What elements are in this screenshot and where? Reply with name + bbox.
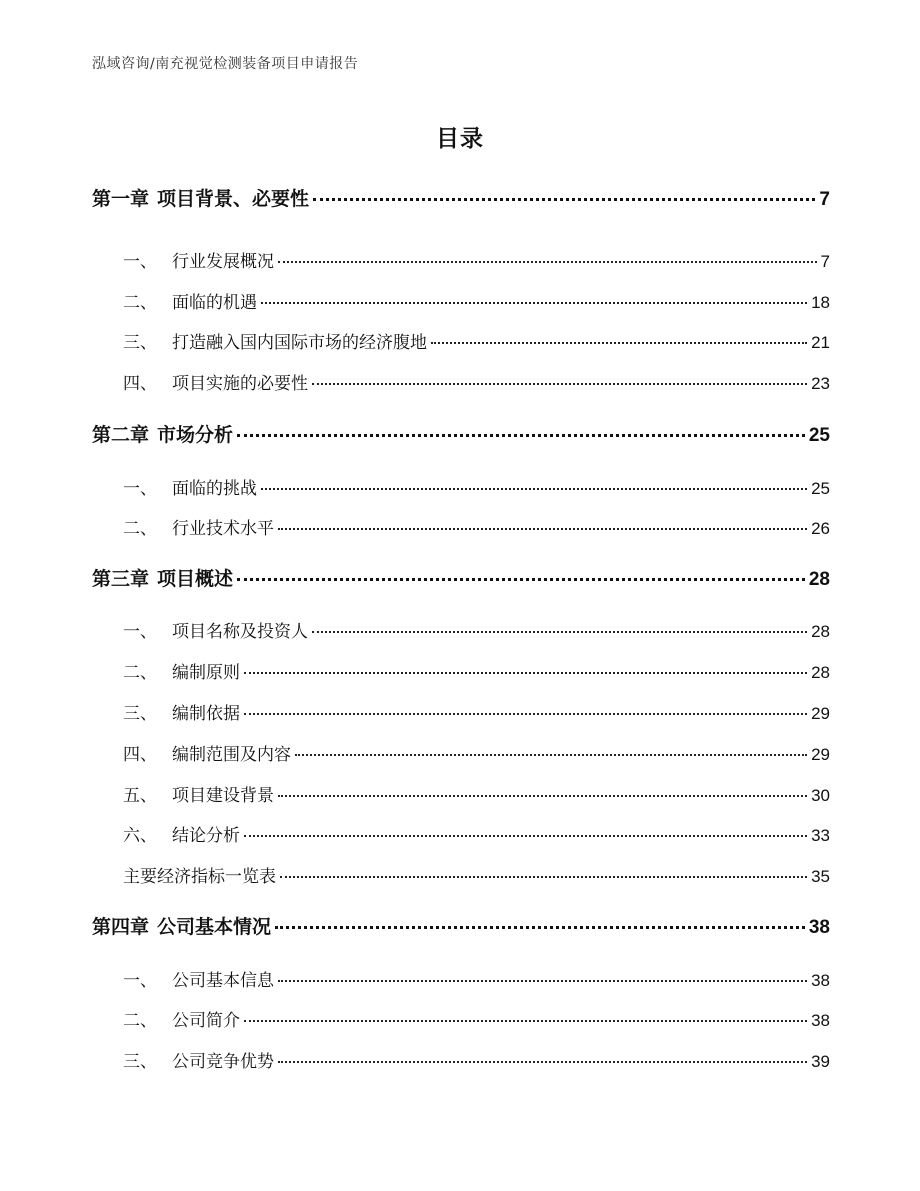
- section-number: 三、: [123, 333, 157, 353]
- dot-leader: [261, 302, 807, 304]
- section-title: 项目名称及投资人: [172, 622, 308, 642]
- chapter-number: 第四章: [92, 916, 150, 938]
- chapter-title: 项目背景、必要性: [157, 188, 310, 210]
- section-title: 面临的机遇: [172, 293, 257, 313]
- section-number: 二、: [123, 519, 157, 539]
- toc-section-1-1[interactable]: [92, 247, 830, 272]
- section-number: 一、: [123, 252, 157, 272]
- toc-section-3-1[interactable]: [92, 617, 830, 642]
- dot-leader: [278, 1061, 807, 1063]
- page-number: 18: [811, 293, 830, 312]
- toc-section-2-1[interactable]: [92, 474, 830, 499]
- section-title: 行业技术水平: [172, 519, 274, 539]
- toc-section-4-1[interactable]: [92, 966, 830, 991]
- page-number: 38: [811, 1011, 830, 1030]
- dot-leader: [312, 383, 807, 385]
- dot-leader: [261, 488, 807, 490]
- chapter-number: 第二章: [92, 424, 150, 446]
- page-number: 28: [808, 569, 830, 590]
- section-title: 编制范围及内容: [172, 745, 291, 765]
- toc-section-1-3[interactable]: [92, 328, 830, 353]
- page-number: 38: [811, 971, 830, 990]
- page-number: 23: [811, 374, 830, 393]
- dot-leader: [244, 835, 807, 837]
- toc-chapter-4[interactable]: [92, 912, 830, 939]
- dot-leader: [313, 198, 815, 201]
- page-number: 29: [811, 704, 830, 723]
- dot-leader: [295, 754, 807, 756]
- toc-section-4-3[interactable]: [92, 1047, 830, 1072]
- section-number: 三、: [123, 704, 157, 724]
- toc-chapter-2[interactable]: [92, 420, 830, 447]
- toc-section-2-2[interactable]: [92, 514, 830, 539]
- dot-leader: [278, 980, 807, 982]
- toc-section-3-6[interactable]: [92, 821, 830, 846]
- dot-leader: [244, 672, 807, 674]
- toc-section-3-4[interactable]: [92, 740, 830, 765]
- toc-section-1-2[interactable]: [92, 288, 830, 313]
- page-number: 38: [808, 917, 830, 938]
- toc-chapter-1[interactable]: [92, 184, 830, 211]
- chapter-number: 第三章: [92, 568, 150, 590]
- section-number: 四、: [123, 374, 157, 394]
- dot-leader: [278, 528, 807, 530]
- page-number: 39: [811, 1052, 830, 1071]
- section-title: 主要经济指标一览表: [123, 867, 276, 887]
- toc-section-3-3[interactable]: [92, 699, 830, 724]
- page-number: 30: [811, 786, 830, 805]
- section-title: 结论分析: [172, 826, 240, 846]
- section-title: 行业发展概况: [172, 252, 274, 272]
- section-number: 二、: [123, 663, 157, 683]
- dot-leader: [244, 713, 807, 715]
- toc-chapter-3[interactable]: [92, 564, 830, 591]
- dot-leader: [431, 342, 807, 344]
- section-title: 公司简介: [172, 1011, 240, 1031]
- toc-title: 目录: [436, 126, 484, 152]
- page-number: 25: [811, 479, 830, 498]
- section-title: 编制原则: [172, 663, 240, 683]
- section-number: 一、: [123, 971, 157, 991]
- dot-leader: [278, 795, 807, 797]
- page-number: 7: [820, 252, 830, 271]
- page-number: 33: [811, 826, 830, 845]
- chapter-number: 第一章: [92, 188, 150, 210]
- toc-section-3-7[interactable]: [92, 862, 830, 887]
- page-number: 35: [811, 867, 830, 886]
- dot-leader: [275, 926, 805, 929]
- page-number: 28: [811, 622, 830, 641]
- section-number: 二、: [123, 1011, 157, 1031]
- toc-section-4-2[interactable]: [92, 1006, 830, 1031]
- toc-section-3-2[interactable]: [92, 658, 830, 683]
- section-title: 公司基本信息: [172, 971, 274, 991]
- page-number: 25: [808, 425, 830, 446]
- section-title: 项目建设背景: [172, 786, 274, 806]
- chapter-title: 市场分析: [157, 424, 234, 446]
- section-number: 一、: [123, 622, 157, 642]
- section-number: 一、: [123, 479, 157, 499]
- section-title: 编制依据: [172, 704, 240, 724]
- dot-leader: [278, 261, 817, 263]
- section-number: 四、: [123, 745, 157, 765]
- toc-section-3-5[interactable]: [92, 781, 830, 806]
- section-title: 公司竞争优势: [172, 1052, 274, 1072]
- section-title: 项目实施的必要性: [172, 374, 308, 394]
- dot-leader: [237, 578, 805, 581]
- dot-leader: [244, 1020, 807, 1022]
- section-title: 面临的挑战: [172, 479, 257, 499]
- running-header: 泓域咨询/南充视觉检测装备项目申请报告: [92, 56, 359, 72]
- section-number: 二、: [123, 293, 157, 313]
- section-title: 打造融入国内国际市场的经济腹地: [172, 333, 427, 353]
- section-number: 三、: [123, 1052, 157, 1072]
- dot-leader: [280, 876, 807, 878]
- page-number: 7: [819, 189, 830, 210]
- section-number: 六、: [123, 826, 157, 846]
- page-number: 28: [811, 663, 830, 682]
- dot-leader: [237, 434, 805, 437]
- toc-section-1-4[interactable]: [92, 369, 830, 394]
- chapter-title: 项目概述: [157, 568, 234, 590]
- page-number: 26: [811, 519, 830, 538]
- section-number: 五、: [123, 786, 157, 806]
- chapter-title: 公司基本情况: [157, 916, 272, 938]
- dot-leader: [312, 631, 807, 633]
- page-number: 21: [811, 333, 830, 352]
- page-number: 29: [811, 745, 830, 764]
